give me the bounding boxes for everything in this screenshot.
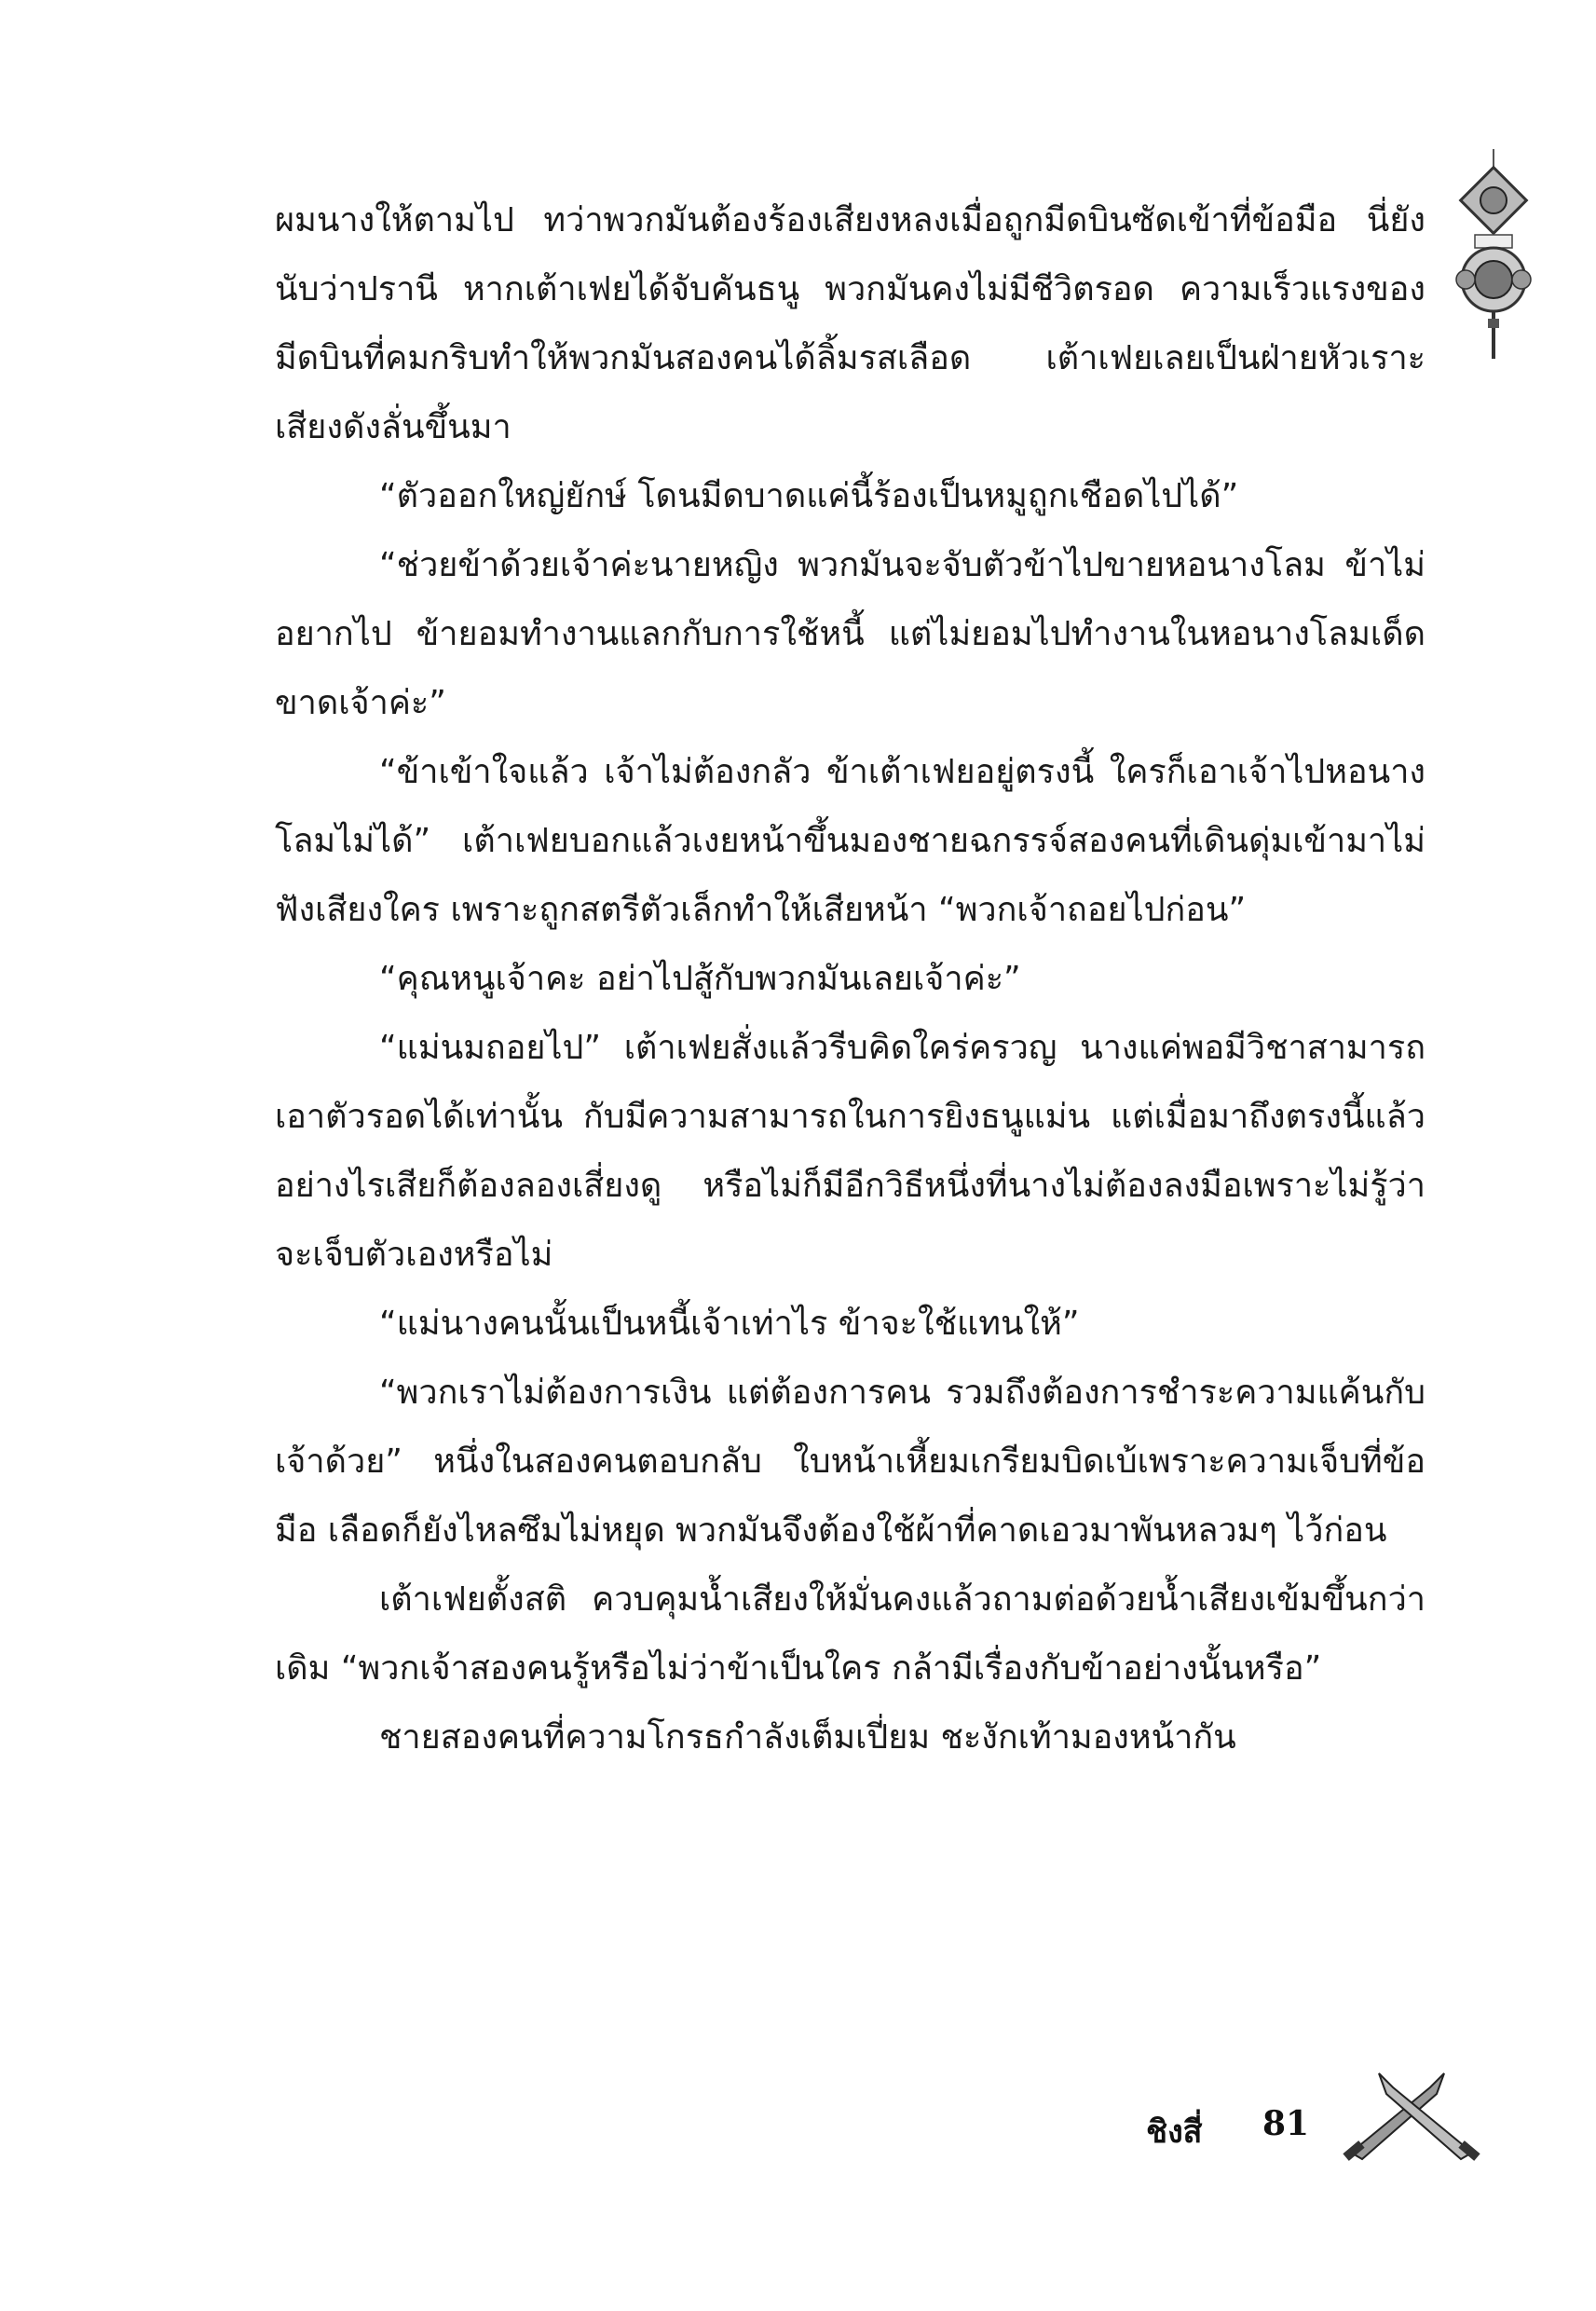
page-number: 81 — [1262, 2104, 1310, 2143]
crossed-knives-icon — [1342, 2064, 1481, 2162]
paragraph: เต้าเฟยตั้งสติ ควบคุมน้ำเสียงให้มั่นคงแล้วถามต่อด้วยน้ำเสียงเข้มขึ้นกว่าเดิม “พวกเจ้าสองคนรู้หรือไม่ว่าข้าเป็นใคร กล้ามีเรื่องกับข้าอย่างนั้นหรือ” — [275, 1580, 1425, 1688]
paragraph: “พวกเราไม่ต้องการเงิน แต่ต้องการคน รวมถึงต้องการชำระความแค้นกับเจ้าด้วย” หนึ่งในสองคนตอบกลับ ใบหน้าเหี้ยมเกรียมบิดเบ้เพราะความเจ็บที่ข้อมือ เลือดก็ยังไหลซึมไม่หยุด พวกมันจึงต้องใช้ผ้าที่คาดเอวมาพันหลวมๆ ไว้ก่อน — [275, 1374, 1425, 1550]
paragraph: “คุณหนูเจ้าคะ อย่าไปสู้กับพวกมันเลยเจ้าค่ะ” — [379, 960, 1021, 998]
running-footer-title: ชิงสี่ — [1146, 2113, 1203, 2151]
paragraph: ผมนางให้ตามไป ทว่าพวกมันต้องร้องเสียงหลงเมื่อถูกมีดบินซัดเข้าที่ข้อมือ นี่ยังนับว่าปรานี หากเต้าเฟยได้จับคันธนู พวกมันคงไม่มีชีวิตรอด ความเร็วแรงของมีดบินที่คมกริบทำให้พวกมันสองคนได้ลิ้มรสเลือด เต้าเฟยเลยเป็นฝ่ายหัวเราะเสียงดังลั่นขึ้นมา — [275, 201, 1425, 446]
ornament-seal-icon — [1442, 149, 1545, 373]
paragraph: “แม่นางคนนั้นเป็นหนี้เจ้าเท่าไร ข้าจะใช้แทนให้” — [379, 1305, 1080, 1343]
paragraph: “ช่วยข้าด้วยเจ้าค่ะนายหญิง พวกมันจะจับตัวข้าไปขายหอนางโลม ข้าไม่อยากไป ข้ายอมทำงานแลกกับการใช้หนี้ แต่ไม่ยอมไปทำงานในหอนางโลมเด็ดขาดเจ้าค่ะ” — [275, 546, 1425, 722]
paragraph: “ข้าเข้าใจแล้ว เจ้าไม่ต้องกลัว ข้าเต้าเฟยอยู่ตรงนี้ ใครก็เอาเจ้าไปหอนางโลมไม่ได้” เต้าเฟยบอกแล้วเงยหน้าขึ้นมองชายฉกรรจ์สองคนที่เดินดุ่มเข้ามาไม่ฟังเสียงใคร เพราะถูกสตรีตัวเล็กทำให้เสียหน้า “พวกเจ้าถอยไปก่อน” — [275, 753, 1425, 929]
body-text — [275, 186, 1425, 1772]
paragraph: “แม่นมถอยไป” เต้าเฟยสั่งแล้วรีบคิดใคร่ครวญ นางแค่พอมีวิชาสามารถเอาตัวรอดได้เท่านั้น กับมีความสามารถในการยิงธนูแม่น แต่เมื่อมาถึงตรงนี้แล้วอย่างไรเสียก็ต้องลองเสี่ยงดู หรือไม่ก็มีอีกวิธีหนึ่งที่นางไม่ต้องลงมือเพราะไม่รู้ว่าจะเจ็บตัวเองหรือไม่ — [275, 1029, 1425, 1274]
paragraph: ชายสองคนที่ความโกรธกำลังเต็มเปี่ยม ชะงักเท้ามองหน้ากัน — [379, 1718, 1236, 1757]
paragraph: “ตัวออกใหญ่ยักษ์ โดนมีดบาดแค่นี้ร้องเป็นหมูถูกเชือดไปได้” — [379, 477, 1239, 515]
